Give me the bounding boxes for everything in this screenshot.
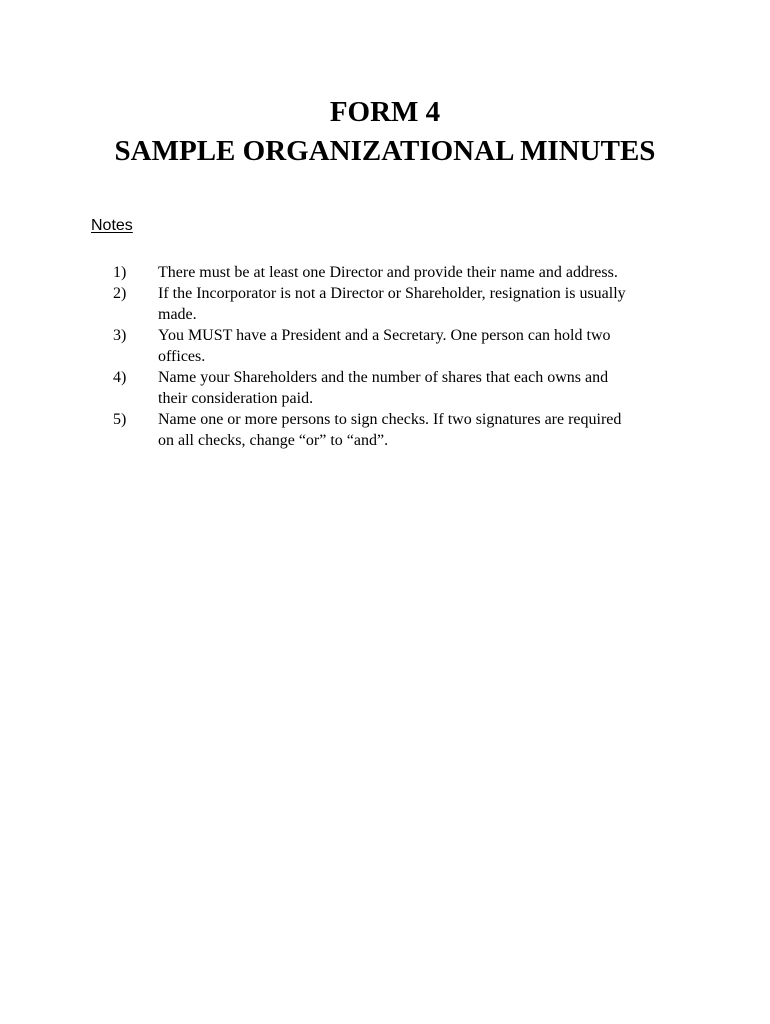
form-number-title: FORM 4: [329, 96, 441, 128]
note-text-line: Name one or more persons to sign checks. If two signatures are required: [158, 411, 622, 428]
note-text-line: You MUST have a President and a Secretary. One person can hold two: [158, 327, 611, 344]
note-text-line: made.: [158, 306, 197, 323]
document-title: SAMPLE ORGANIZATIONAL MINUTES: [114, 135, 656, 167]
note-text-line: offices.: [158, 348, 206, 365]
notes-heading: Notes: [91, 217, 133, 234]
note-text-line: Name your Shareholders and the number of shares that each owns and: [158, 369, 609, 386]
note-number: 4): [113, 369, 127, 386]
note-text-line: their consideration paid.: [158, 390, 314, 407]
note-number: 3): [113, 327, 127, 344]
note-number: 5): [113, 411, 127, 428]
note-item-1: [0, 262, 770, 283]
note-item-5: [0, 409, 770, 451]
note-item-2: [0, 283, 770, 325]
note-item-3: [0, 325, 770, 367]
notes-list: [0, 262, 770, 451]
note-item-4: [0, 367, 770, 409]
note-text-line: on all checks, change “or” to “and”.: [158, 432, 389, 449]
note-text-line: There must be at least one Director and provide their name and address.: [158, 264, 618, 281]
note-text-line: If the Incorporator is not a Director or Shareholder, resignation is usually: [158, 285, 626, 302]
note-number: 2): [113, 285, 127, 302]
note-number: 1): [113, 264, 127, 281]
